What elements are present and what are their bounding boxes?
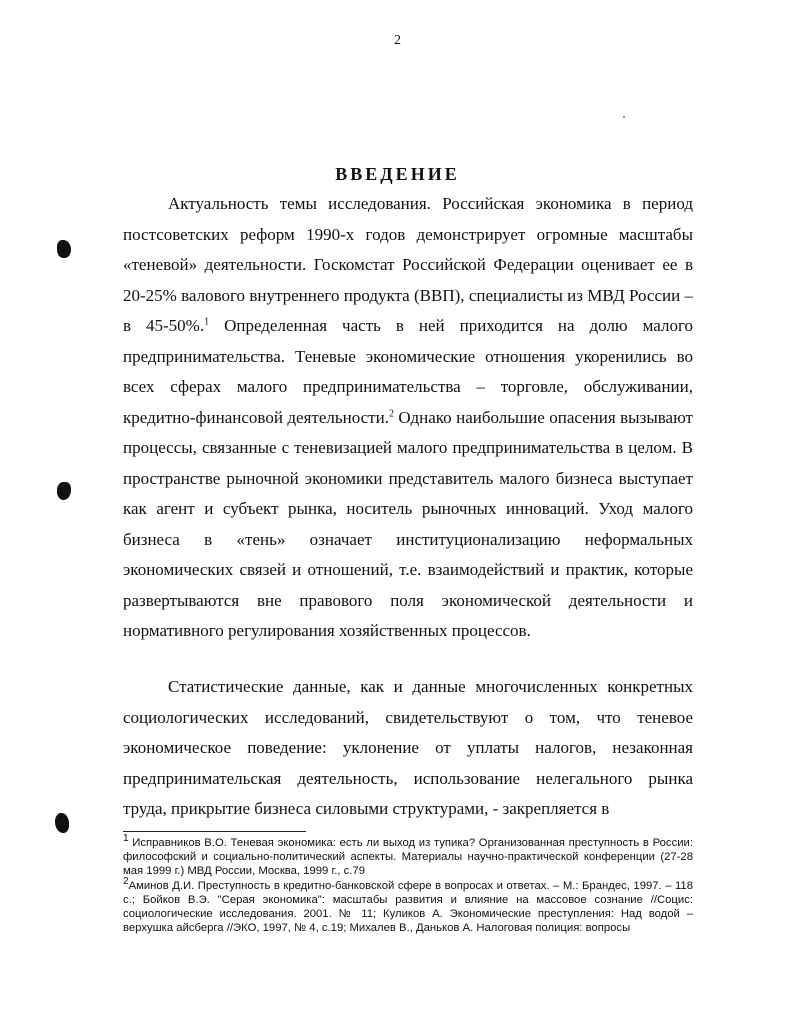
hole-punch-mark <box>55 813 69 833</box>
footnote-separator <box>123 831 306 832</box>
footnote-2 <box>123 875 693 936</box>
paragraph-intro <box>123 189 693 647</box>
footnote-text: Аминов Д.И. Преступность в кредитно-банковской сфере в вопросах и ответах. – М.: Брандес, 1997. – 118 с.; Бойков В.Э. "Серая экономика": масштабы развития и влияние на массовое сознание //Социс: социологические исследования. 2001. № 11; Куликов А. Экономические преступления: Над водой – верхушка айсберга //ЭКО, 1997, № 4, с.19; Михалев В., Даньков А. Налоговая полиция: вопросы <box>123 879 693 935</box>
footnote-marker: 2 <box>123 875 129 887</box>
hole-punch-mark <box>57 240 71 258</box>
paragraph-statistics: Статистические данные, как и данные многочисленных конкретных социологических исследований, свидетельствуют о том, что теневое экономическое поведение: уклонение от уплаты налогов, незаконная предпринимательская деятельность, использование нелегального рынка труда, прикрытие бизнеса силовыми структурами, - закрепляется в <box>123 677 693 818</box>
paragraph-text: Однако наибольшие опасения вызывают процессы, связанные с теневизацией малого предпринимательства в целом. В пространстве рыночной экономики представитель малого бизнеса выступает как агент и субъект рынка, носитель рыночных инноваций. Уход малого бизнеса в «тень» означает институционализацию неформальных экономических связей и отношений, т.е. взаимодействий и практик, которые развертываются вне правового поля экономической деятельности и нормативного регулирования хозяйственных процессов. <box>123 407 693 640</box>
hole-punch-mark <box>57 482 71 500</box>
footnote-text: Исправников В.О. Теневая экономика: есть ли выход из тупика? Организованная преступность в России: философский и социально-политический аспекты. Материалы научно-практической конференции (27-28 мая 1999 г.) МВД России, Москва, 1999 г., с.79 <box>123 837 693 878</box>
scan-speck <box>623 116 625 118</box>
section-title: ВВЕДЕНИЕ <box>335 164 460 184</box>
footnote-marker: 1 <box>123 833 129 845</box>
footnotes <box>123 833 693 935</box>
footnote-ref[interactable]: 1 <box>204 316 210 328</box>
footnote-ref[interactable]: 2 <box>388 407 394 419</box>
paragraph-text: Актуальность темы исследования. Российская экономика в период постсоветских реформ 1990-х годов демонстрирует огромные масштабы «теневой» деятельности. Госкомстат Российской Федерации оценивает ее в 20-25% валового внутреннего продукта (ВВП), специалисты из МВД России – в 45-50%. <box>123 194 693 335</box>
footnote-1 <box>123 833 693 879</box>
page-number: 2 <box>394 33 401 48</box>
paragraph-text: Определенная часть в ней приходится на долю малого предпринимательства. Теневые экономические отношения укоренились во всех сферах малого предпринимательства – торговле, обслуживании, кредитно-финансовой деятельности. <box>123 316 693 427</box>
